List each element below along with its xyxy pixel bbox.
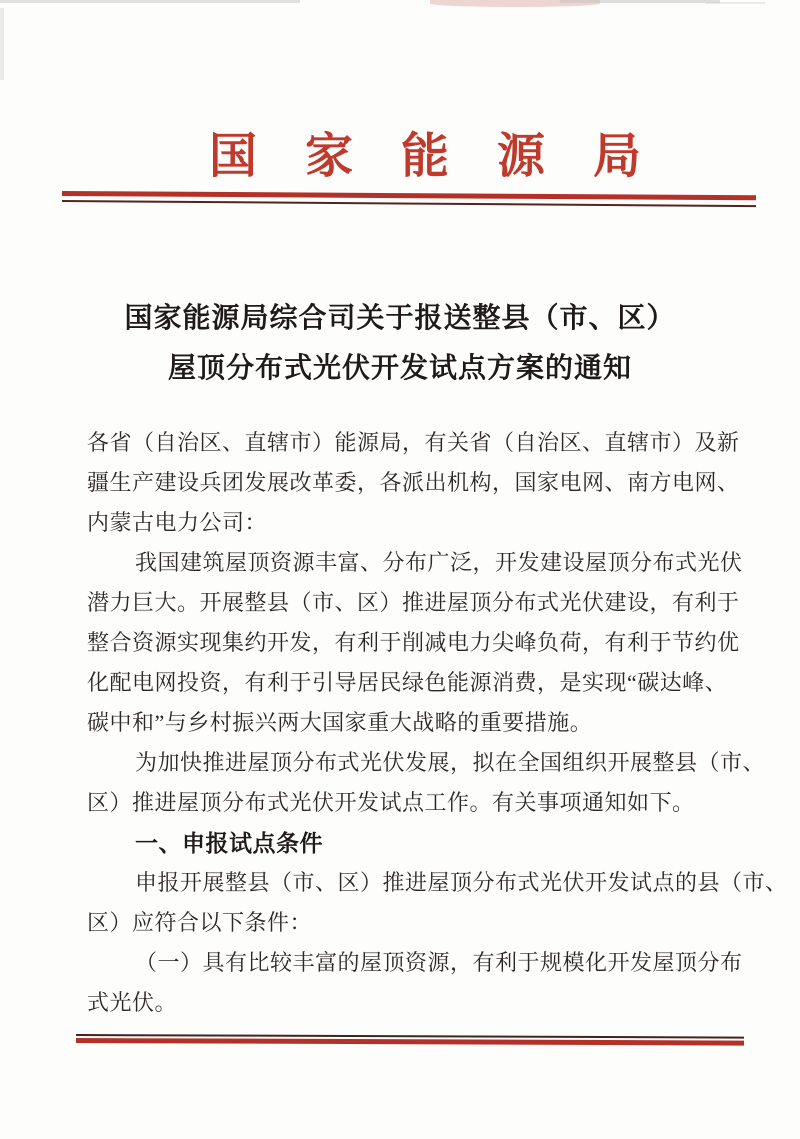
document-body [87, 423, 788, 1023]
document-title [0, 294, 800, 394]
body-line: 我国建筑屋顶资源丰富、分布广泛，开发建设屋顶分布式光伏 [135, 550, 743, 575]
body-line: 式光伏。 [87, 990, 178, 1015]
agency-masthead-text: 国家能源局 [208, 130, 689, 183]
scan-artifact [0, 8, 4, 80]
document-title-line-2: 屋顶分布式光伏开发试点方案的通知 [167, 353, 632, 384]
section-heading: 一、申报试点条件 [135, 830, 323, 856]
body-line: 潜力巨大。开展整县（市、区）推进屋顶分布式光伏建设，有利于 [87, 590, 740, 615]
scan-artifact [705, 2, 765, 4]
body-line: 整合资源实现集约开发，有利于削减电力尖峰负荷，有利于节约优 [87, 630, 740, 655]
masthead-rule-red [62, 191, 756, 200]
body-line: 疆生产建设兵团发展改革委，各派出机构，国家电网、南方电网、 [87, 470, 740, 495]
masthead-rule-dark [62, 200, 756, 207]
body-line: 区）应符合以下条件： [87, 910, 313, 935]
body-line: 为加快推进屋顶分布式光伏发展，拟在全国组织开展整县（市、 [135, 750, 766, 775]
scan-artifact [0, 0, 300, 3]
body-line: 碳中和”与乡村振兴两大国家重大战略的重要措施。 [87, 710, 593, 735]
body-line: 申报开展整县（市、区）推进屋顶分布式光伏开发试点的县（市、 [135, 870, 788, 895]
body-line: 化配电网投资，有利于引导居民绿色能源消费，是实现“碳达峰、 [87, 670, 728, 695]
body-line: 区）推进屋顶分布式光伏开发试点工作。有关事项通知如下。 [87, 790, 695, 815]
agency-masthead [25, 128, 800, 186]
body-line: 内蒙古电力公司： [87, 510, 268, 535]
document-title-line-1: 国家能源局综合司关于报送整县（市、区） [124, 303, 676, 334]
body-line: 各省（自治区、直辖市）能源局，有关省（自治区、直辖市）及新 [87, 430, 740, 455]
footer-rule-red [76, 1038, 744, 1046]
scan-artifact [560, 0, 720, 3]
body-line: （一）具有比较丰富的屋顶资源，有利于规模化开发屋顶分布 [135, 950, 743, 975]
scan-artifact [430, 0, 600, 7]
